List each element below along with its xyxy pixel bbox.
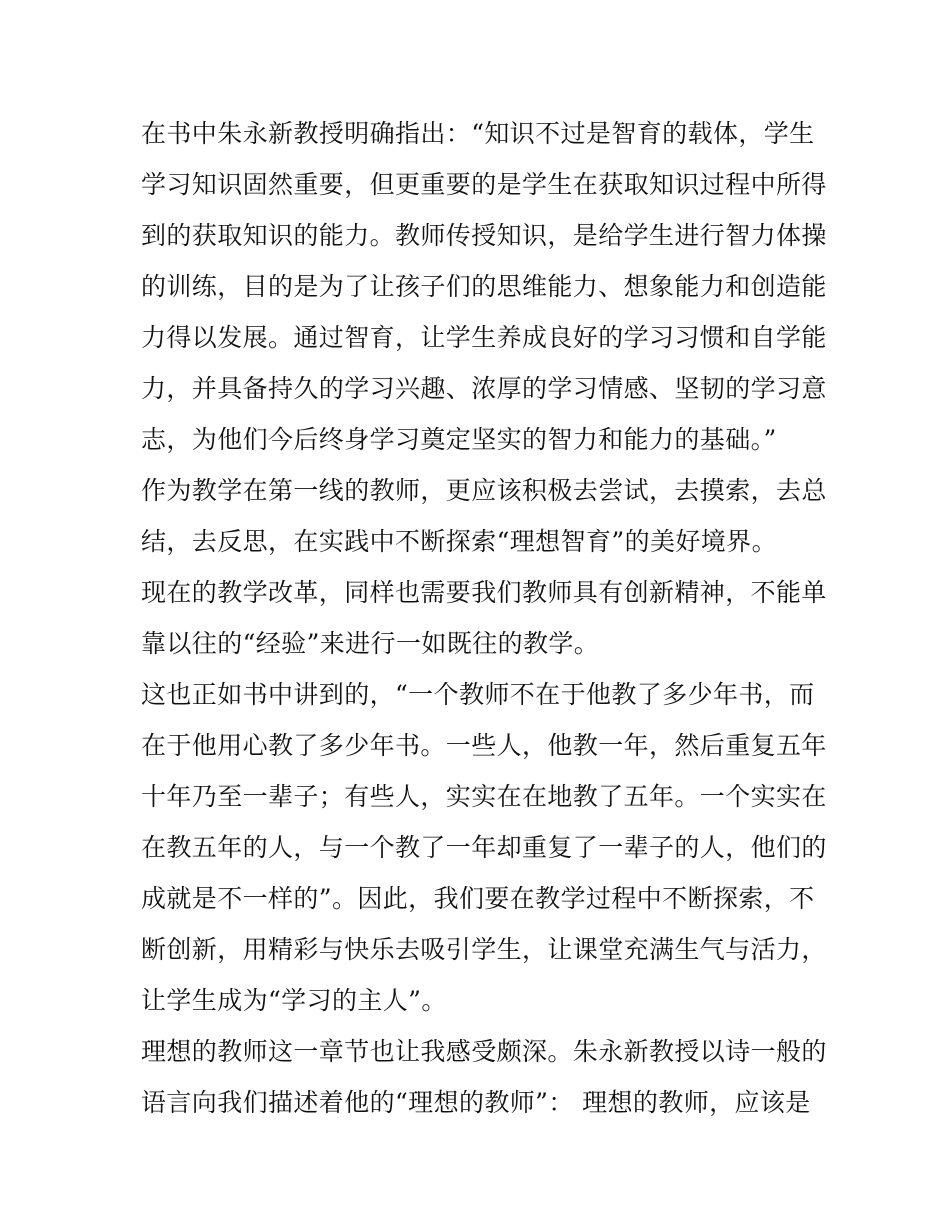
text-line: 在于他用心教了多少年书。一些人，他教一年，然后重复五年 <box>141 731 827 760</box>
text-line: 作为教学在第一线的教师，更应该积极去尝试，去摸索，去总 <box>141 476 827 505</box>
text-line: 断创新，用精彩与快乐去吸引学生，让课堂充满生气与活力， <box>141 935 827 964</box>
text-line: 在教五年的人，与一个教了一年却重复了一辈子的人，他们的 <box>141 833 827 862</box>
text-line: 力，并具备持久的学习兴趣、浓厚的学习情感、坚韧的学习意 <box>141 374 827 403</box>
text-line: 到的获取知识的能力。教师传授知识，是给学生进行智力体操 <box>141 221 827 250</box>
text-line: 让学生成为“学习的主人”。 <box>141 986 447 1015</box>
text-line: 这也正如书中讲到的，“一个教师不在于他教了多少年书，而 <box>141 680 815 709</box>
text-line: 语言向我们描述着他的“理想的教师”： 理想的教师，应该是 <box>141 1088 811 1117</box>
text-line: 的训练，目的是为了让孩子们的思维能力、想象能力和创造能 <box>141 272 827 301</box>
text-line: 靠以往的“经验”来进行一如既往的教学。 <box>141 629 600 658</box>
text-line: 力得以发展。通过智育，让学生养成良好的学习习惯和自学能 <box>141 323 827 352</box>
text-line: 十年乃至一辈子；有些人，实实在在地教了五年。一个实实在 <box>141 782 827 811</box>
text-line: 成就是不一样的”。因此，我们要在教学过程中不断探索，不 <box>141 884 815 913</box>
text-line: 在书中朱永新教授明确指出：“知识不过是智育的载体，学生 <box>141 119 815 148</box>
text-line: 现在的教学改革，同样也需要我们教师具有创新精神，不能单 <box>141 578 827 607</box>
text-line: 结，去反思，在实践中不断探索“理想智育”的美好境界。 <box>141 527 777 556</box>
text-line: 志，为他们今后终身学习奠定坚实的智力和能力的基础。” <box>141 425 777 454</box>
document-body <box>141 108 827 1128</box>
text-line: 学习知识固然重要，但更重要的是学生在获取知识过程中所得 <box>141 170 827 199</box>
text-line: 理想的教师这一章节也让我感受颇深。朱永新教授以诗一般的 <box>141 1037 827 1066</box>
